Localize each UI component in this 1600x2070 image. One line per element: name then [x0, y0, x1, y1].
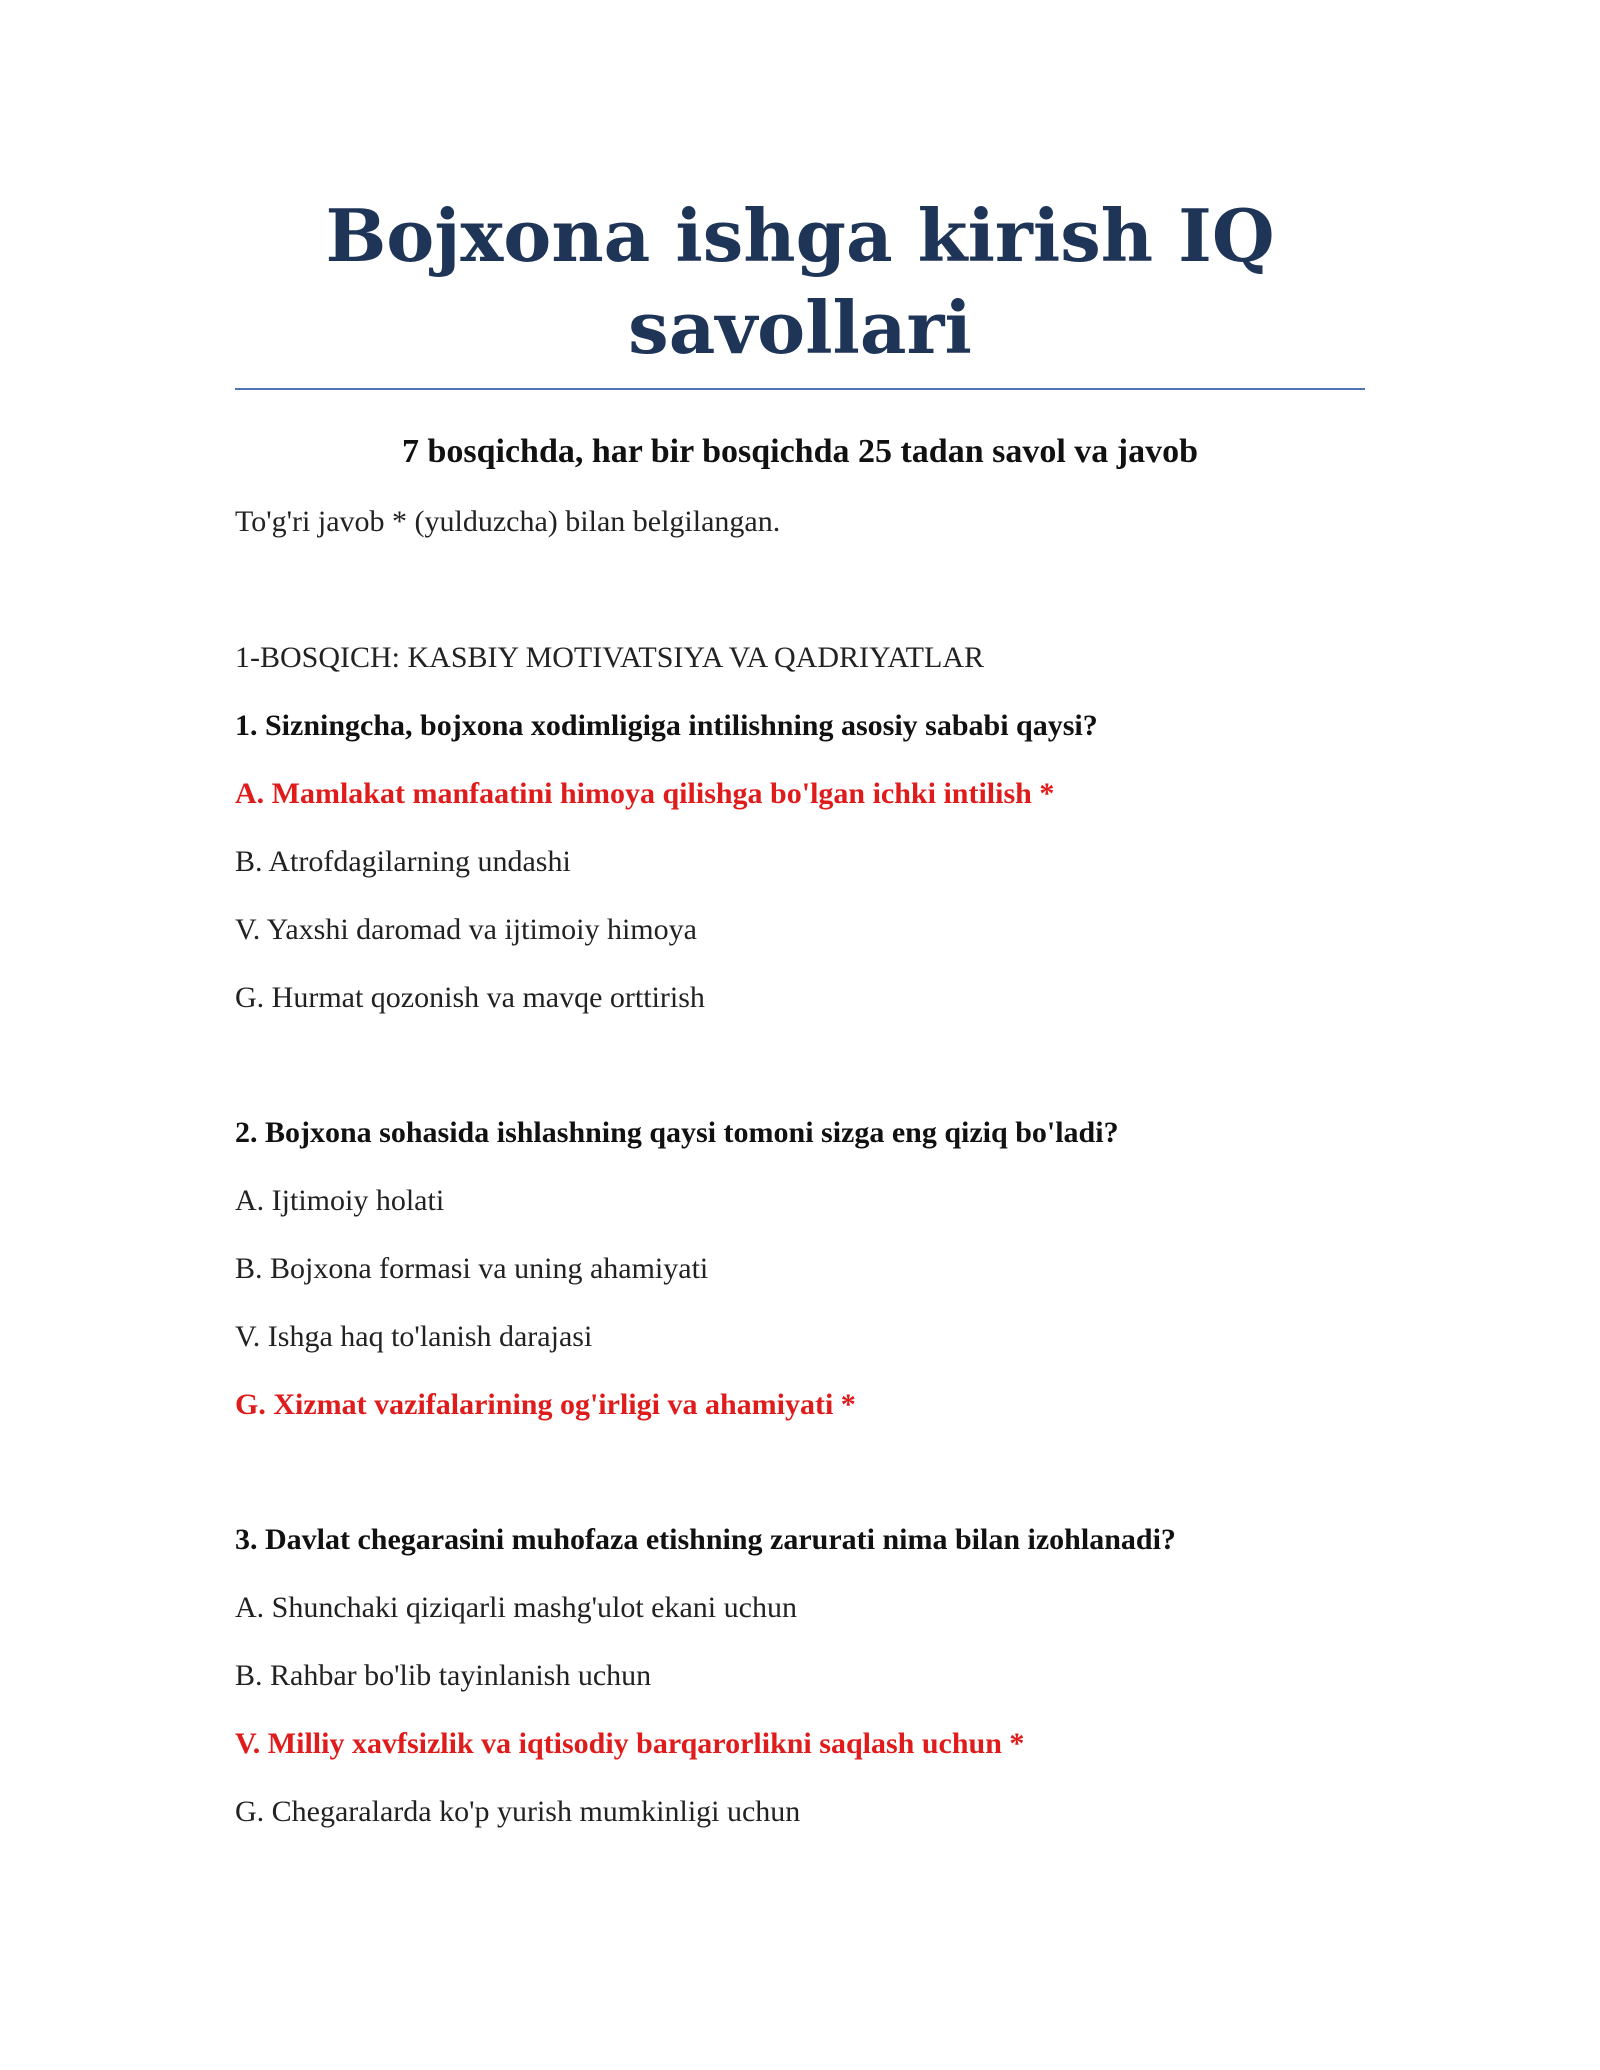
section-heading: 1-BOSQICH: KASBIY MOTIVATSIYA VA QADRIYATLAR — [235, 641, 984, 674]
answer-option: A. Ijtimoiy holati — [235, 1184, 445, 1217]
answer-option: V. Yaxshi daromad va ijtimoiy himoya — [235, 913, 697, 946]
question-block — [235, 706, 1365, 1018]
question-block — [235, 1520, 1365, 1832]
title-divider — [235, 388, 1365, 390]
answer-option: B. Atrofdagilarning undashi — [235, 845, 571, 878]
answer-option: V. Ishga haq to'lanish darajasi — [235, 1320, 593, 1353]
document-title: Bojxona ishga kirish IQ savollari — [325, 193, 1275, 370]
answer-option: B. Rahbar bo'lib tayinlanish uchun — [235, 1659, 652, 1692]
question-list — [235, 706, 1365, 1832]
answer-option: A. Shunchaki qiziqarli mashg'ulot ekani uchun — [235, 1591, 797, 1624]
question-block — [235, 1113, 1365, 1425]
document-page — [235, 190, 1365, 1832]
document-subtitle: 7 bosqichda, har bir bosqichda 25 tadan savol va javob — [401, 433, 1199, 470]
question-text: 1. Sizningcha, bojxona xodimligiga intilishning asosiy sababi qaysi? — [235, 709, 1098, 742]
answer-option: G. Chegaralarda ko'p yurish mumkinligi uchun — [235, 1795, 801, 1828]
answer-option-correct: V. Milliy xavfsizlik va iqtisodiy barqarorlikni saqlash uchun * — [235, 1727, 1025, 1760]
answer-key-note: To'g'ri javob * (yulduzcha) bilan belgilangan. — [235, 505, 781, 538]
answer-option-correct: G. Xizmat vazifalarining og'irligi va ahamiyati * — [235, 1388, 856, 1421]
answer-option: B. Bojxona formasi va uning ahamiyati — [235, 1252, 709, 1285]
answer-option-correct: A. Mamlakat manfaatini himoya qilishga bo'lgan ichki intilish * — [235, 777, 1055, 810]
answer-option: G. Hurmat qozonish va mavqe orttirish — [235, 981, 705, 1014]
question-text: 3. Davlat chegarasini muhofaza etishning zarurati nima bilan izohlanadi? — [235, 1523, 1176, 1556]
question-text: 2. Bojxona sohasida ishlashning qaysi tomoni sizga eng qiziq bo'ladi? — [235, 1116, 1119, 1149]
